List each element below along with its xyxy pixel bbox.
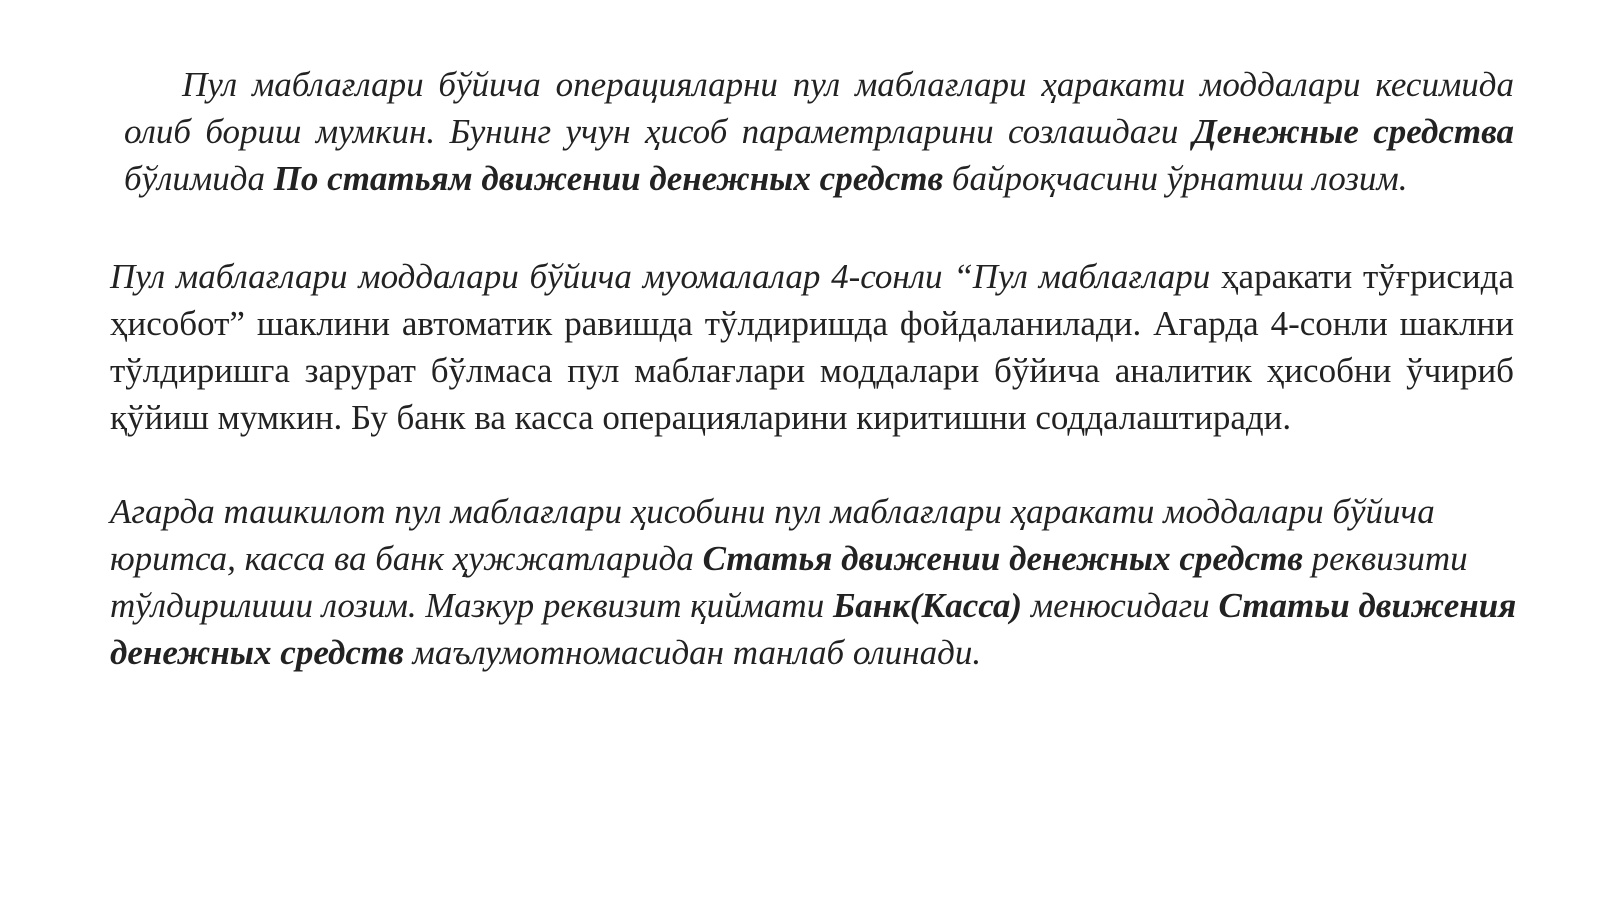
paragraph-1-text-2: бўлимида [124,159,274,198]
paragraph-1-text-3: байроқчасини ўрнатиш лозим. [943,159,1408,198]
paragraph-3-text-1: Агарда ташкилот пул маблағлари ҳисобини пул маблағлари ҳаракати моддалари бўйича юритса, касса ва банк ҳужжатларида [110,492,1435,578]
paragraph-3-text-4: маълумотномасидан танлаб олинади. [403,633,982,672]
paragraph-2-italic-text: Пул маблағлари моддалари бўйича муомалалар 4-сонли “Пул маблағлари [110,257,1211,296]
paragraph-1-bold-1: Денежные средства [1192,112,1514,151]
paragraph-3-text-2: реквизити тўлдирилиши лозим. Мазкур реквизит қиймати [110,539,1468,625]
paragraph-2 [110,253,1514,441]
paragraph-1-bold-2: По статьям движении денежных средств [273,159,944,198]
paragraph-3-bold-2: Банк(Касса) [832,586,1023,625]
paragraph-3 [110,488,1520,676]
paragraph-3-bold-1: Статья движении денежных средств [702,539,1303,578]
paragraph-3-bold-3: Статьи движения денежных средств [110,586,1517,672]
paragraph-2-text: ҳаракати тўғрисида ҳисобот” шаклини автоматик равишда тўлдиришда фойдаланилади. Агарда 4-сонли шаклни тўлдиришга зарурат бўлмаса пул маблағлари моддалари бўйича аналитик ҳисобни ўчириб қўйиш мумкин. Бу банк ва касса операцияларини киритишни соддалаштиради. [110,257,1514,437]
paragraph-3-text-3: менюсидаги [1022,586,1219,625]
paragraph-1-text-1: Пул маблағлари бўйича операцияларни пул маблағлари ҳаракати моддалари кесимида олиб бориш мумкин. Бунинг учун ҳисоб параметрларини созлашдаги [124,65,1514,151]
paragraph-1 [124,61,1514,202]
